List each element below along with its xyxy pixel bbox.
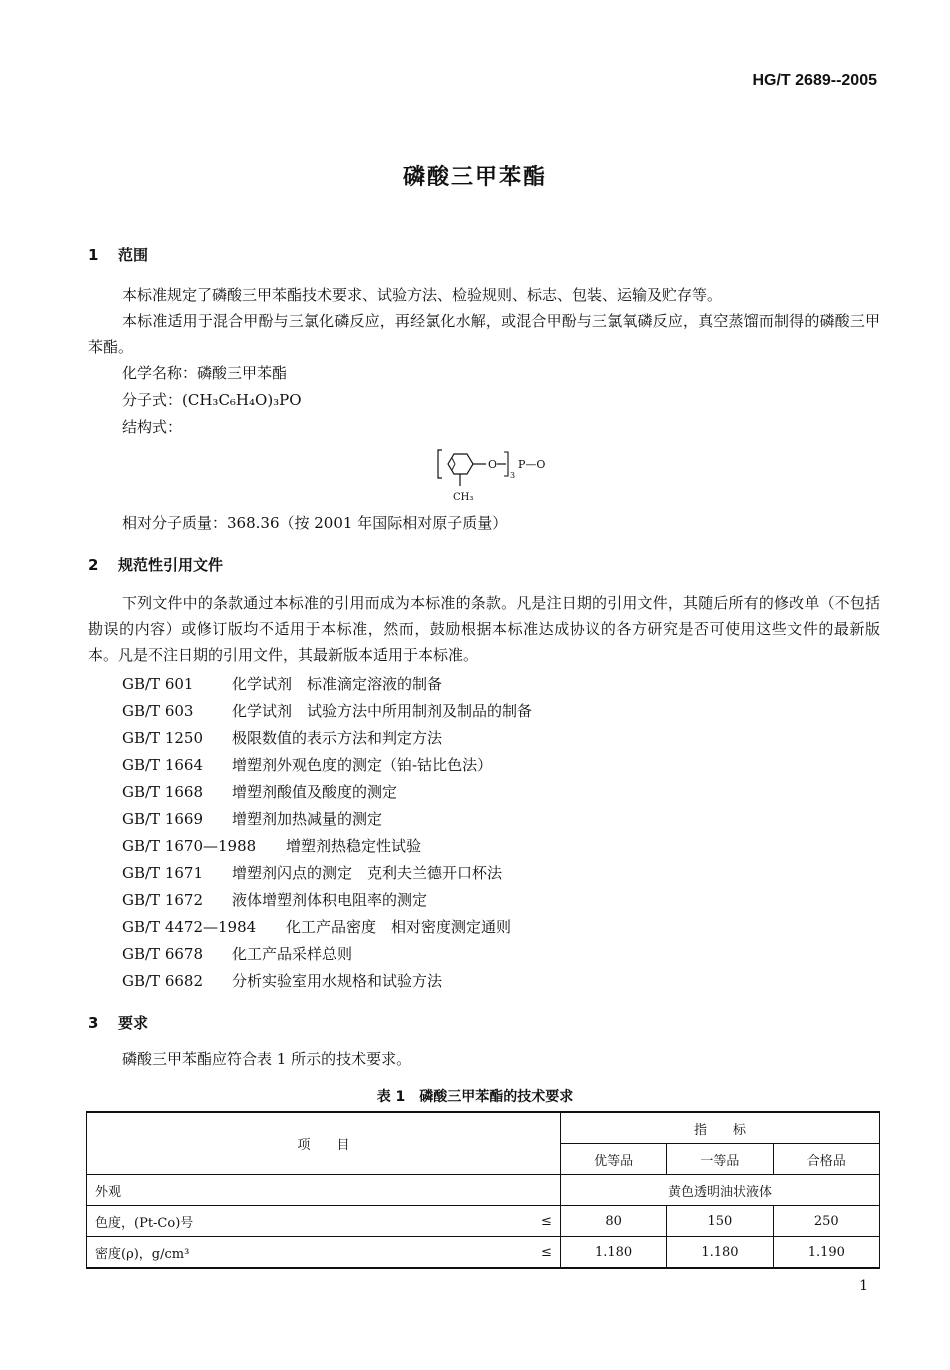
row-item: 密度(ρ)，g/cm³: [87, 1237, 528, 1269]
document-title: 磷酸三甲苯酯: [402, 165, 547, 190]
row-value: 1.180: [560, 1237, 666, 1269]
reference-item: [122, 808, 382, 829]
reference-code: GB/T 1669: [122, 810, 204, 828]
section-1-heading: [88, 244, 148, 265]
table-row: [87, 1237, 880, 1269]
reference-code: GB/T 601: [122, 675, 194, 693]
section-title: 规范性引用文件: [118, 556, 224, 574]
reference-item: [122, 754, 492, 775]
structural-formula: [436, 448, 566, 508]
reference-title: 化学试剂 标准滴定溶液的制备: [232, 675, 443, 693]
grade-header: 一等品: [667, 1144, 773, 1175]
structure-label: 结构式：: [122, 418, 183, 436]
reference-code: GB/T 1671: [122, 864, 204, 882]
reference-code: GB/T 1668: [122, 783, 204, 801]
table-row: [87, 1206, 880, 1237]
reference-code: GB/T 6682: [122, 972, 204, 990]
section-title: 范围: [118, 246, 149, 264]
reference-item: [122, 673, 442, 694]
row-item: 外观: [87, 1175, 528, 1206]
reference-title: 增塑剂闪点的测定 克利夫兰德开口杯法: [232, 864, 503, 882]
chemical-name: 化学名称：磷酸三甲苯酯: [122, 364, 288, 382]
standard-code: HG/T 2689--2005: [752, 72, 877, 89]
row-merged-value: 黄色透明油状液体: [560, 1175, 879, 1206]
reference-item: [122, 781, 397, 802]
reference-code: GB/T 6678: [122, 945, 204, 963]
references-intro: 下列文件中的条款通过本标准的引用而成为本标准的条款。凡是注日期的引用文件，其随后所有的修改单（不包括勘误的内容）或修订版均不适用于本标准，然而，鼓励根据本标准达成协议的各方研究是否可使用这些文件的最新版本。凡是不注日期的引用文件，其最新版本适用于本标准。: [88, 594, 880, 664]
scope-paragraph-2: 本标准适用于混合甲酚与三氯化磷反应，再经氯化水解，或混合甲酚与三氯氧磷反应，真空蒸馏而制得的磷酸三甲苯酯。: [88, 312, 880, 356]
reference-item: [122, 970, 442, 991]
reference-item: [122, 862, 502, 883]
row-operator: [528, 1175, 561, 1206]
reference-code: GB/T 603: [122, 702, 194, 720]
table-row: [87, 1175, 880, 1206]
molecular-formula: [122, 387, 302, 413]
row-value: 1.190: [773, 1237, 879, 1269]
reference-item: [122, 916, 511, 937]
row-value: 80: [560, 1206, 666, 1237]
reference-item: [122, 727, 442, 748]
item-header: 项 目: [87, 1112, 561, 1175]
reference-item: [122, 889, 427, 910]
table-header-row: [87, 1112, 880, 1144]
repeat-subscript: 3: [510, 471, 516, 480]
molecular-mass: 相对分子质量：368.36（按 2001 年国际相对原子质量）: [122, 514, 508, 532]
formula-value: (CH₃C₆H₄O)₃PO: [182, 391, 302, 409]
reference-title: 分析实验室用水规格和试验方法: [232, 972, 443, 990]
reference-title: 增塑剂热稳定性试验: [286, 837, 422, 855]
reference-item: [122, 835, 421, 856]
reference-item: [122, 943, 352, 964]
row-operator: ≤: [528, 1237, 561, 1269]
section-number: 2: [88, 556, 99, 574]
section-number: 3: [88, 1014, 99, 1032]
requirements-table: [86, 1111, 880, 1269]
row-value: 250: [773, 1206, 879, 1237]
methyl-label: CH₃: [453, 492, 474, 503]
reference-code: GB/T 1250: [122, 729, 204, 747]
row-value: 1.180: [667, 1237, 773, 1269]
reference-title: 增塑剂加热减量的测定: [232, 810, 383, 828]
row-operator: ≤: [528, 1206, 561, 1237]
section-title: 要求: [118, 1014, 149, 1032]
reference-title: 增塑剂外观色度的测定（铂-钴比色法）: [232, 756, 493, 774]
reference-code: GB/T 1670—1988: [122, 837, 257, 855]
reference-item: [122, 700, 532, 721]
formula-label: 分子式：: [122, 391, 183, 409]
grade-header: 合格品: [773, 1144, 879, 1175]
section-number: 1: [88, 246, 99, 264]
index-header: 指 标: [560, 1112, 879, 1144]
section-2-heading: [88, 554, 223, 575]
reference-title: 液体增塑剂体积电阻率的测定: [232, 891, 428, 909]
reference-title: 化工产品采样总则: [232, 945, 353, 963]
reference-code: GB/T 1664: [122, 756, 204, 774]
scope-paragraph-1: 本标准规定了磷酸三甲苯酯技术要求、试验方法、检验规则、标志、包装、运输及贮存等。: [122, 286, 723, 304]
reference-code: GB/T 1672: [122, 891, 204, 909]
grade-header: 优等品: [560, 1144, 666, 1175]
oxygen-label: O: [488, 458, 498, 471]
reference-title: 化工产品密度 相对密度测定通则: [286, 918, 512, 936]
reference-title: 极限数值的表示方法和判定方法: [232, 729, 443, 747]
row-value: 150: [667, 1206, 773, 1237]
reference-title: 化学试剂 试验方法中所用制剂及制品的制备: [232, 702, 533, 720]
phosphoryl-label: P—O: [518, 458, 546, 471]
table-caption: 表 1 磷酸三甲苯酯的技术要求: [376, 1089, 574, 1105]
page-number: 1: [859, 1278, 868, 1294]
reference-code: GB/T 4472—1984: [122, 918, 257, 936]
row-item: 色度，(Pt-Co)号: [87, 1206, 528, 1237]
requirements-paragraph: 磷酸三甲苯酯应符合表 1 所示的技术要求。: [122, 1050, 412, 1068]
section-3-heading: [88, 1012, 148, 1033]
reference-title: 增塑剂酸值及酸度的测定: [232, 783, 398, 801]
